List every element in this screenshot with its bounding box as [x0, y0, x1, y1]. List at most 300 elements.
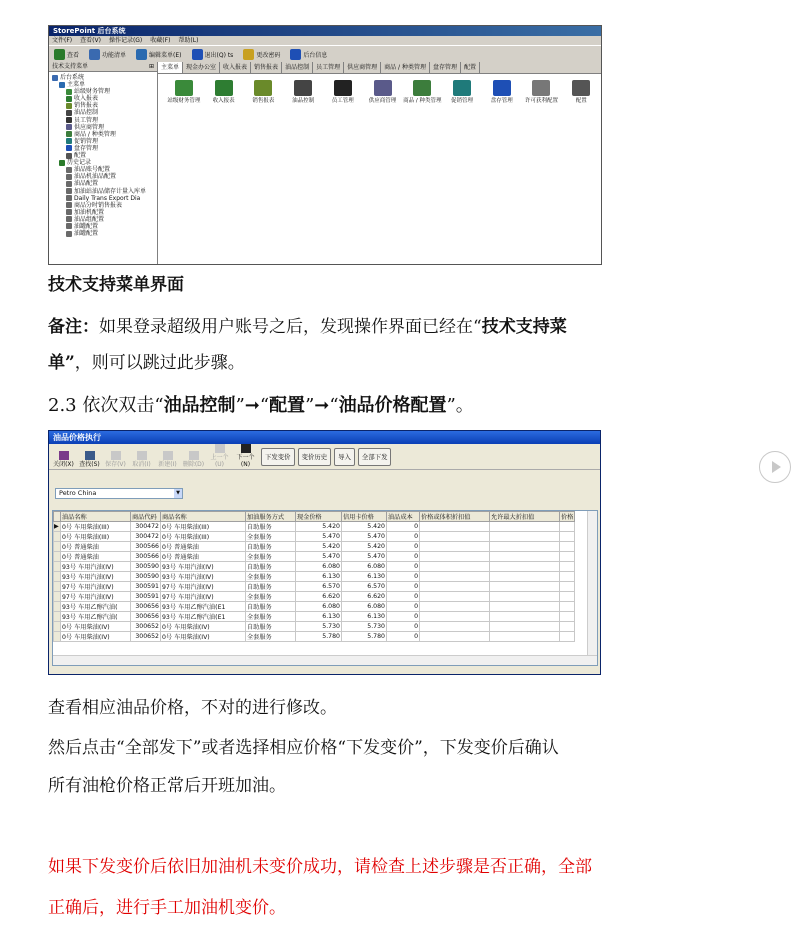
toolbar-button[interactable]	[181, 451, 206, 468]
main-panel	[158, 62, 601, 264]
toolbar-label: 下一个(N)	[236, 454, 255, 468]
toolbar-button[interactable]	[190, 48, 236, 60]
table-cell[interactable]: 93号 车用乙醇汽油(	[61, 602, 131, 612]
toolbar-button[interactable]	[87, 48, 128, 60]
table-cell[interactable]	[490, 632, 560, 642]
table-cell[interactable]: 300652	[131, 622, 161, 632]
tree-node-icon	[66, 96, 72, 102]
table-cell[interactable]	[490, 612, 560, 622]
table-cell[interactable]: 6.080	[296, 562, 342, 572]
table-cell[interactable]: 300656	[131, 602, 161, 612]
function-icon	[334, 80, 352, 96]
tree-item[interactable]	[52, 216, 157, 223]
table-cell[interactable]: 0	[387, 632, 420, 642]
table-cell[interactable]: 0	[387, 552, 420, 562]
body-line-2: 然后点击“全部发下”或者选择相应价格“下发变价”，下发变价后确认	[48, 738, 559, 758]
tree-item-label: 油罐配置	[74, 222, 99, 230]
table-cell[interactable]: 自助服务	[246, 582, 296, 592]
function-icon	[254, 80, 272, 96]
table-cell[interactable]: 6.130	[296, 572, 342, 582]
vertical-scrollbar[interactable]	[587, 511, 597, 656]
table-row[interactable]	[54, 602, 575, 612]
tree-node-icon	[66, 223, 72, 229]
table-cell[interactable]: 5.730	[342, 622, 387, 632]
tree-item[interactable]	[52, 88, 157, 95]
table-cell[interactable]: 97号 车用汽油(IV)	[61, 582, 131, 592]
tree-item-label: 销售报表	[74, 102, 99, 110]
table-row[interactable]	[54, 542, 575, 552]
table-cell[interactable]	[420, 622, 490, 632]
column-header[interactable]: 价格	[560, 512, 575, 522]
table-cell[interactable]: 6.570	[296, 582, 342, 592]
row-selector[interactable]	[54, 532, 61, 542]
row-selector[interactable]	[54, 542, 61, 552]
function-icon	[413, 80, 431, 96]
table-cell[interactable]	[420, 582, 490, 592]
toolbar-button[interactable]	[51, 451, 76, 468]
table-cell[interactable]	[420, 632, 490, 642]
toolbar-button[interactable]	[207, 444, 232, 468]
tree-item[interactable]	[52, 145, 157, 152]
tree-item[interactable]	[52, 188, 157, 195]
table-cell[interactable]: 全套服务	[246, 632, 296, 642]
table-cell[interactable]: 300591	[131, 592, 161, 602]
table-cell[interactable]: 300590	[131, 562, 161, 572]
row-selector[interactable]	[54, 582, 61, 592]
toolbar-button[interactable]	[129, 451, 154, 468]
table-cell[interactable]: 93号 车用汽油(IV)	[161, 572, 246, 582]
function-icon-label: 油品控制	[292, 98, 315, 104]
table-cell[interactable]: 0号 车用柴油(IV)	[61, 622, 131, 632]
toolbar-label: 保存(V)	[105, 461, 126, 468]
table-cell[interactable]: 6.620	[342, 592, 387, 602]
window-title: StorePoint 后台系统	[49, 26, 601, 36]
table-cell[interactable]	[560, 592, 575, 602]
tree-node-icon	[66, 89, 72, 95]
function-icon-item[interactable]	[243, 80, 283, 104]
table-cell[interactable]: 300566	[131, 552, 161, 562]
function-icon	[453, 80, 471, 96]
tree-item-label: 站级财务管理	[74, 88, 111, 96]
table-cell[interactable]: 6.130	[342, 612, 387, 622]
column-header[interactable]: 油品成本	[387, 512, 420, 522]
column-header[interactable]: 商品名称	[161, 512, 246, 522]
table-cell[interactable]: 300591	[131, 582, 161, 592]
tree-node-icon	[66, 145, 72, 151]
toolbar-button[interactable]	[233, 444, 258, 468]
table-cell[interactable]: 6.130	[342, 572, 387, 582]
row-selector[interactable]	[54, 632, 61, 642]
row-selector[interactable]: ▶	[54, 523, 59, 530]
table-cell[interactable]	[490, 532, 560, 542]
table-cell[interactable]: 300656	[131, 612, 161, 622]
function-icon	[532, 80, 550, 96]
left-panel-title: 技术支持菜单	[52, 63, 89, 70]
tree-item[interactable]	[52, 223, 157, 230]
tree-node-icon	[66, 103, 72, 109]
table-cell[interactable]: 0号 车用柴油(III)	[161, 532, 246, 542]
table-cell[interactable]: 6.080	[342, 602, 387, 612]
heading-tech-support-menu: 技术支持菜单界面	[48, 275, 184, 295]
table-cell[interactable]	[420, 532, 490, 542]
table-cell[interactable]	[560, 612, 575, 622]
table-cell[interactable]: 自助服务	[246, 562, 296, 572]
note-line-1	[48, 312, 567, 337]
table-row[interactable]	[54, 572, 575, 582]
function-icon-item[interactable]	[402, 80, 442, 104]
table-cell[interactable]	[420, 542, 490, 552]
row-header-corner	[54, 512, 61, 522]
tree-item[interactable]	[52, 180, 157, 187]
column-header[interactable]: 加油服务方式	[246, 512, 296, 522]
table-cell[interactable]: 6.570	[342, 582, 387, 592]
tree-item-label: 商品 / 种类管理	[74, 130, 116, 138]
table-cell[interactable]	[420, 612, 490, 622]
tree-item[interactable]	[52, 95, 157, 102]
pin-icon[interactable]: ⊞	[148, 63, 154, 70]
table-cell[interactable]: 0	[387, 602, 420, 612]
table-cell[interactable]	[560, 562, 575, 572]
toolbar-icon	[85, 451, 95, 460]
table-cell[interactable]: 全套服务	[246, 572, 296, 582]
toolbar-label: 关闭(X)	[53, 461, 74, 468]
tree-item-label: 油品控制	[74, 109, 99, 117]
table-cell[interactable]: 5.420	[296, 542, 342, 552]
column-header[interactable]: 允许最大折扣值	[490, 512, 560, 522]
function-icon-item[interactable]	[323, 80, 363, 104]
function-icon	[215, 80, 233, 96]
function-icon-item[interactable]	[164, 80, 204, 104]
tree-item[interactable]	[52, 209, 157, 216]
table-cell[interactable]: 5.470	[296, 552, 342, 562]
menu-item[interactable]: 操作记录(G)	[108, 37, 143, 44]
tree-item-label: 历史记录	[67, 159, 92, 167]
tree-node-icon	[66, 110, 72, 116]
body-line-1: 查看相应油品价格，不对的进行修改。	[48, 698, 337, 718]
tree-node-icon	[66, 153, 72, 159]
table-cell[interactable]: 0号 普通柴油	[61, 542, 131, 552]
function-icon-label: 员工管理	[331, 98, 354, 104]
price-grid	[52, 510, 598, 666]
menu-item[interactable]: 收藏(F)	[150, 37, 171, 44]
table-cell[interactable]	[490, 602, 560, 612]
table-cell[interactable]: 0号 普通柴油	[161, 542, 246, 552]
row-selector[interactable]	[54, 592, 61, 602]
table-cell[interactable]: 0号 车用柴油(III)	[161, 522, 246, 532]
function-icon-item[interactable]	[561, 80, 601, 104]
table-cell[interactable]: 0	[387, 592, 420, 602]
table-cell[interactable]: 0号 车用柴油(IV)	[161, 622, 246, 632]
toolbar	[49, 45, 601, 63]
step-prefix: 2.3 依次双击“	[48, 395, 164, 416]
table-cell[interactable]: 全套服务	[246, 552, 296, 562]
tree-node-icon	[52, 75, 58, 81]
table-cell[interactable]: 0	[387, 612, 420, 622]
chevron-down-icon[interactable]: ▼	[174, 489, 182, 498]
column-header[interactable]: 商品代码	[131, 512, 161, 522]
table-cell[interactable]: 0	[387, 532, 420, 542]
price-table	[53, 511, 575, 642]
tree-node-icon	[66, 216, 72, 222]
table-cell[interactable]: 全套服务	[246, 612, 296, 622]
table-cell[interactable]: 全套服务	[246, 532, 296, 542]
toolbar-button[interactable]	[288, 48, 329, 60]
tree-node-icon	[66, 195, 72, 201]
menu-item[interactable]: 查看(V)	[80, 37, 101, 44]
tree-node-icon	[66, 188, 72, 194]
tree-item[interactable]	[52, 109, 157, 116]
function-icon-label: 商品 / 种类管理	[403, 98, 442, 104]
tree-node-icon	[66, 181, 72, 187]
table-cell[interactable]	[490, 622, 560, 632]
toolbar-label: 删除(D)	[182, 461, 205, 468]
tree-item[interactable]	[52, 138, 157, 145]
tab[interactable]: 主菜单	[158, 62, 183, 73]
function-icons	[158, 74, 601, 104]
table-row[interactable]	[54, 552, 575, 562]
table-cell[interactable]	[490, 562, 560, 572]
function-icon	[374, 80, 392, 96]
action-button[interactable]: 导入	[334, 448, 355, 466]
toolbar-icon	[192, 49, 203, 60]
left-tree-panel	[49, 62, 158, 264]
column-header[interactable]: 价格或体积折扣值	[420, 512, 490, 522]
table-row[interactable]	[54, 632, 575, 642]
tree-node-icon	[66, 131, 72, 137]
table-cell[interactable]: 自助服务	[246, 542, 296, 552]
table-cell[interactable]	[420, 552, 490, 562]
warning-line-1: 如果下发变价后依旧加油机未变价成功，请检查上述步骤是否正确，全部	[48, 857, 592, 877]
table-cell[interactable]	[420, 522, 490, 532]
tree-node-icon	[66, 124, 72, 130]
tab[interactable]: 盘存管理	[430, 62, 461, 73]
row-selector[interactable]	[54, 552, 61, 562]
table-cell[interactable]	[560, 532, 575, 542]
table-cell[interactable]: 6.080	[342, 562, 387, 572]
play-icon[interactable]	[759, 451, 791, 483]
toolbar-button[interactable]	[103, 451, 128, 468]
table-cell[interactable]: 0号 车用柴油(III)	[61, 532, 131, 542]
tree-node-icon	[66, 209, 72, 215]
toolbar-icon	[54, 49, 65, 60]
tree-item[interactable]	[52, 230, 157, 237]
tree-item[interactable]	[52, 195, 157, 202]
table-cell[interactable]: 300590	[131, 572, 161, 582]
tree-item[interactable]	[52, 102, 157, 109]
step-arrow-1: ”➞“	[235, 395, 270, 416]
table-cell[interactable]: 93号 车用汽油(IV)	[161, 562, 246, 572]
function-icon-label: 供应商管理	[368, 98, 397, 104]
tree-item[interactable]	[52, 131, 157, 138]
tree-node-icon	[59, 160, 65, 166]
tree-item[interactable]	[52, 202, 157, 209]
table-row[interactable]	[54, 562, 575, 572]
table-row[interactable]	[54, 582, 575, 592]
table-cell[interactable]	[490, 582, 560, 592]
tree-item-label: 收入报表	[74, 95, 99, 103]
table-cell[interactable]	[560, 622, 575, 632]
tree-node-icon	[66, 231, 72, 237]
tab[interactable]: 收入报表	[220, 62, 251, 73]
function-icon	[175, 80, 193, 96]
table-cell[interactable]	[560, 582, 575, 592]
toolbar-button[interactable]	[77, 451, 102, 468]
table-cell[interactable]: 0号 普通柴油	[61, 552, 131, 562]
tab[interactable]: 员工管理	[313, 62, 344, 73]
column-header[interactable]: 油品名称	[61, 512, 131, 522]
table-cell[interactable]: 93号 车用乙醇汽油(E1	[161, 612, 246, 622]
table-cell[interactable]: 全套服务	[246, 592, 296, 602]
tab[interactable]: 现金办公室	[183, 62, 220, 73]
table-row[interactable]	[54, 522, 575, 532]
table-cell[interactable]: 300472	[131, 532, 161, 542]
table-cell[interactable]: 97号 车用汽油(IV)	[161, 582, 246, 592]
note-line-2	[48, 348, 245, 373]
toolbar-label: 新建(I)	[158, 461, 177, 468]
table-cell[interactable]: 0	[387, 582, 420, 592]
table-row[interactable]	[54, 592, 575, 602]
column-header[interactable]: 信用卡价格	[342, 512, 387, 522]
table-cell[interactable]: 5.420	[342, 522, 387, 532]
step-2-3	[48, 391, 474, 417]
tree-item[interactable]	[52, 124, 157, 131]
table-cell[interactable]	[560, 602, 575, 612]
table-cell[interactable]: 97号 车用汽油(IV)	[161, 592, 246, 602]
note-line2-text: ，则可以跳过此步骤。	[74, 353, 245, 373]
table-cell[interactable]	[490, 522, 560, 532]
row-selector[interactable]	[54, 612, 61, 622]
action-button[interactable]: 全部下发	[358, 448, 392, 466]
oil-price-window-screenshot	[48, 430, 601, 675]
table-cell[interactable]: 5.420	[296, 522, 342, 532]
function-icon-item[interactable]	[522, 80, 562, 104]
table-cell[interactable]	[560, 552, 575, 562]
function-icon-label: 盘存管理	[490, 98, 513, 104]
action-button[interactable]: 变价历史	[298, 448, 332, 466]
horizontal-scrollbar[interactable]	[53, 655, 597, 665]
action-button[interactable]: 下发变价	[261, 448, 295, 466]
tree-item[interactable]	[52, 117, 157, 124]
company-select[interactable]	[55, 488, 183, 499]
tab[interactable]: 供应商管理	[344, 62, 381, 73]
table-cell[interactable]: 0	[387, 572, 420, 582]
function-icon-item[interactable]	[204, 80, 244, 104]
table-row[interactable]	[54, 622, 575, 632]
table-cell[interactable]: 93号 车用汽油(IV)	[61, 572, 131, 582]
table-cell[interactable]: 97号 车用汽油(IV)	[61, 592, 131, 602]
tree-item[interactable]	[52, 173, 157, 180]
table-cell[interactable]: 5.420	[342, 542, 387, 552]
function-icon-label: 配置	[575, 98, 587, 104]
table-cell[interactable]	[420, 562, 490, 572]
table-cell[interactable]: 300566	[131, 542, 161, 552]
table-cell[interactable]	[420, 602, 490, 612]
table-cell[interactable]	[560, 542, 575, 552]
column-header[interactable]: 现金价格	[296, 512, 342, 522]
row-selector[interactable]	[54, 572, 61, 582]
table-cell[interactable]: 0号 车用柴油(IV)	[61, 632, 131, 642]
table-cell[interactable]	[490, 552, 560, 562]
table-cell[interactable]: 300472	[131, 522, 161, 532]
table-cell[interactable]: 5.730	[296, 622, 342, 632]
table-cell[interactable]: 0号 车用柴油(IV)	[161, 632, 246, 642]
function-icon-item[interactable]	[482, 80, 522, 104]
table-cell[interactable]	[560, 632, 575, 642]
table-cell[interactable]	[420, 572, 490, 582]
table-cell[interactable]	[490, 572, 560, 582]
function-icon-item[interactable]	[363, 80, 403, 104]
table-cell[interactable]: 93号 车用汽油(IV)	[61, 562, 131, 572]
tree-item-label: 促销管理	[74, 137, 99, 145]
table-cell[interactable]	[560, 522, 575, 532]
table-cell[interactable]: 0	[387, 622, 420, 632]
toolbar-label: 编辑菜单(E)	[149, 51, 182, 59]
row-selector[interactable]	[54, 602, 61, 612]
table-row[interactable]	[54, 532, 575, 542]
function-icon-item[interactable]	[283, 80, 323, 104]
function-icon-item[interactable]	[442, 80, 482, 104]
toolbar-button[interactable]	[155, 451, 180, 468]
table-cell[interactable]: 300652	[131, 632, 161, 642]
toolbar-label: 取消(I)	[132, 461, 151, 468]
step-suffix: ”。	[446, 395, 474, 416]
tab[interactable]: 销售报表	[251, 62, 282, 73]
table-cell[interactable]: 5.780	[296, 632, 342, 642]
table-cell[interactable]	[490, 542, 560, 552]
row-selector[interactable]	[54, 622, 61, 632]
table-cell[interactable]	[420, 592, 490, 602]
table-cell[interactable]	[490, 592, 560, 602]
tab[interactable]: 商品 / 种类管理	[381, 62, 430, 73]
toolbar-button[interactable]	[52, 48, 81, 60]
table-cell[interactable]: 6.130	[296, 612, 342, 622]
step-oil-price-config: 油品价格配置	[338, 395, 447, 416]
toolbar-button[interactable]	[134, 48, 183, 60]
table-cell[interactable]: 0	[387, 542, 420, 552]
table-cell[interactable]: 5.470	[296, 532, 342, 542]
tab[interactable]: 配置	[461, 62, 480, 73]
table-cell[interactable]: 0号 车用柴油(III)	[61, 522, 131, 532]
table-cell[interactable]: 自助服务	[246, 602, 296, 612]
table-cell[interactable]: 93号 车用乙醇汽油(	[61, 612, 131, 622]
toolbar-button[interactable]	[241, 48, 282, 60]
table-cell[interactable]: 0	[387, 562, 420, 572]
function-icon-label: 促销管理	[451, 98, 474, 104]
table-cell[interactable]: 5.470	[342, 552, 387, 562]
table-cell[interactable]: 0号 普通柴油	[161, 552, 246, 562]
table-row[interactable]	[54, 612, 575, 622]
table-cell[interactable]: 6.620	[296, 592, 342, 602]
table-cell[interactable]: 0	[387, 522, 420, 532]
table-cell[interactable]: 93号 车用乙醇汽油(E1	[161, 602, 246, 612]
table-cell[interactable]: 5.780	[342, 632, 387, 642]
menu-item[interactable]: 文件(F)	[52, 37, 73, 44]
table-cell[interactable]: 自助服务	[246, 622, 296, 632]
table-cell[interactable]: 5.470	[342, 532, 387, 542]
step-oil-control: 油品控制	[163, 395, 236, 416]
tree-item-label: 加油站油品储存计量入库单	[74, 187, 147, 195]
function-icon-label: 收入报表	[212, 98, 235, 104]
menu-item[interactable]: 帮助(L)	[178, 37, 199, 44]
note-label: 备注：	[48, 317, 99, 337]
table-cell[interactable]	[560, 572, 575, 582]
toolbar-icon	[163, 451, 173, 460]
table-cell[interactable]: 6.080	[296, 602, 342, 612]
row-selector[interactable]	[54, 562, 61, 572]
tab[interactable]: 油品控制	[282, 62, 313, 73]
tree-node-icon	[66, 202, 72, 208]
table-cell[interactable]: 自助服务	[246, 522, 296, 532]
